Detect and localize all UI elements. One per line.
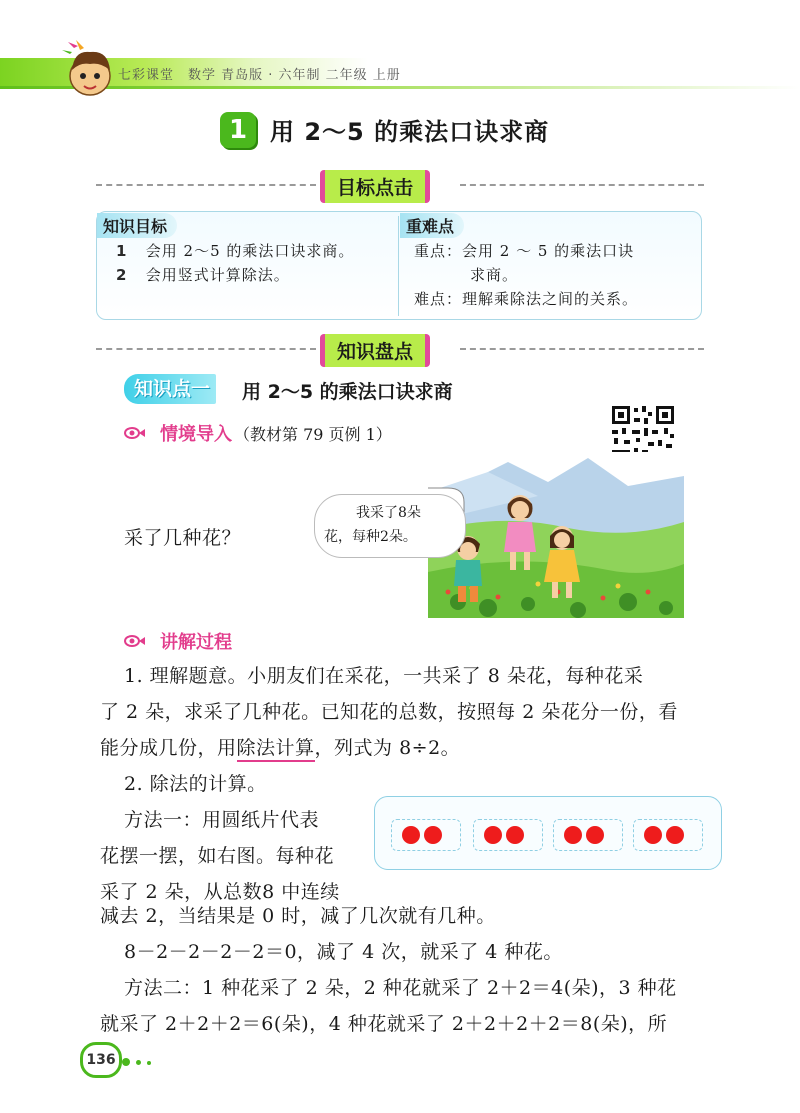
text-line: 采了 2 朵，从总数8 中连续 — [100, 881, 340, 903]
situation-question: 采了几种花？ — [124, 527, 242, 549]
red-dot — [586, 826, 604, 844]
mascot-icon — [60, 40, 120, 98]
divider-left — [96, 184, 316, 186]
eye-icon — [124, 426, 146, 440]
paragraph — [100, 898, 720, 1042]
key-points-label: 重难点 — [400, 213, 464, 238]
key-point-line: 重点：会用 2 ～ 5 的乘法口诀 — [414, 242, 635, 260]
goal-number: 1 — [116, 242, 128, 260]
red-dot — [402, 826, 420, 844]
text-line: 方法一：用圆纸片代表 — [124, 809, 320, 831]
text-line: 了 2 朵，求采了几种花。已知花的总数，按照每 2 朵花分一份，看 — [100, 701, 678, 723]
goal-item — [116, 240, 354, 261]
decor-dot — [122, 1058, 130, 1066]
divider-right — [460, 348, 704, 350]
children-picking-flowers-illustration — [428, 452, 684, 618]
text-span: 能分成几份，用 — [100, 737, 237, 759]
objectives-divider — [398, 216, 399, 316]
situation-heading-row — [124, 420, 392, 446]
lesson-number: 1 — [220, 112, 256, 148]
decor-dot — [147, 1061, 151, 1065]
header-text: 七彩课堂 数学 青岛版 · 六年制 二年级 上册 — [118, 68, 401, 83]
decor-dot — [136, 1060, 141, 1065]
dot-group — [391, 819, 461, 851]
knowledge-point-tag: 知识点一 — [124, 374, 216, 404]
situation-note: （教材第 79 页例 1） — [234, 424, 392, 444]
text-line: 花摆一摆，如右图。每种花 — [100, 845, 335, 867]
eye-icon — [124, 634, 146, 648]
text-line: 减去 2，当结果是 0 时，减了几次就有几种。 — [100, 905, 496, 927]
paper-dots-diagram — [374, 796, 722, 870]
difficult-point-line: 难点：理解乘除法之间的关系。 — [414, 290, 639, 308]
section-badge-review: 知识盘点 — [320, 334, 430, 367]
header-line — [0, 86, 800, 89]
explanation-heading-row — [124, 628, 232, 654]
knowledge-goals-label: 知识目标 — [97, 213, 177, 238]
text-span: ，列式为 8÷2。 — [314, 737, 461, 759]
page-number: 136 — [80, 1042, 122, 1078]
text-line: 1. 理解题意。小朋友们在采花，一共采了 8 朵花，每种花采 — [124, 665, 644, 687]
text-line: 就采了 2＋2＋2＝6(朵)，4 种花就采了 2＋2＋2＋2＝8(朵)，所 — [100, 1013, 668, 1035]
lesson-title: 用 2～5 的乘法口诀求商 — [270, 118, 550, 146]
bubble-line: 花，每种2朵。 — [324, 529, 417, 545]
text-line — [100, 730, 720, 766]
divider-right — [460, 184, 704, 186]
text-line: 2. 除法的计算。 — [124, 773, 267, 795]
red-dot — [484, 826, 502, 844]
red-dot — [666, 826, 684, 844]
dot-group — [553, 819, 623, 851]
explanation-heading: 讲解过程 — [160, 632, 232, 653]
knowledge-point-title: 用 2～5 的乘法口诀求商 — [242, 381, 453, 403]
text-line: 方法二：1 种花采了 2 朵，2 种花就采了 2＋2＝4(朵)，3 种花 — [124, 977, 677, 999]
divider-left — [96, 348, 316, 350]
situation-heading: 情境导入 — [160, 424, 232, 445]
goal-text: 会用竖式计算除法。 — [145, 266, 290, 284]
method-one — [100, 802, 380, 910]
paragraph — [100, 658, 720, 802]
section-badge-target: 目标点击 — [320, 170, 430, 203]
dot-group — [473, 819, 543, 851]
red-dot — [506, 826, 524, 844]
emphasis-underline: 除法计算 — [237, 737, 315, 762]
dot-group — [633, 819, 703, 851]
goal-number: 2 — [116, 266, 128, 284]
bubble-line: 我采了8朵 — [356, 505, 421, 521]
goal-text: 会用 2～5 的乘法口诀求商。 — [145, 242, 355, 260]
key-point-line: 求商。 — [470, 266, 519, 284]
goal-item — [116, 264, 290, 285]
red-dot — [564, 826, 582, 844]
red-dot — [644, 826, 662, 844]
text-line: 8－2－2－2－2＝0，减了 4 次，就采了 4 种花。 — [124, 941, 563, 963]
red-dot — [424, 826, 442, 844]
